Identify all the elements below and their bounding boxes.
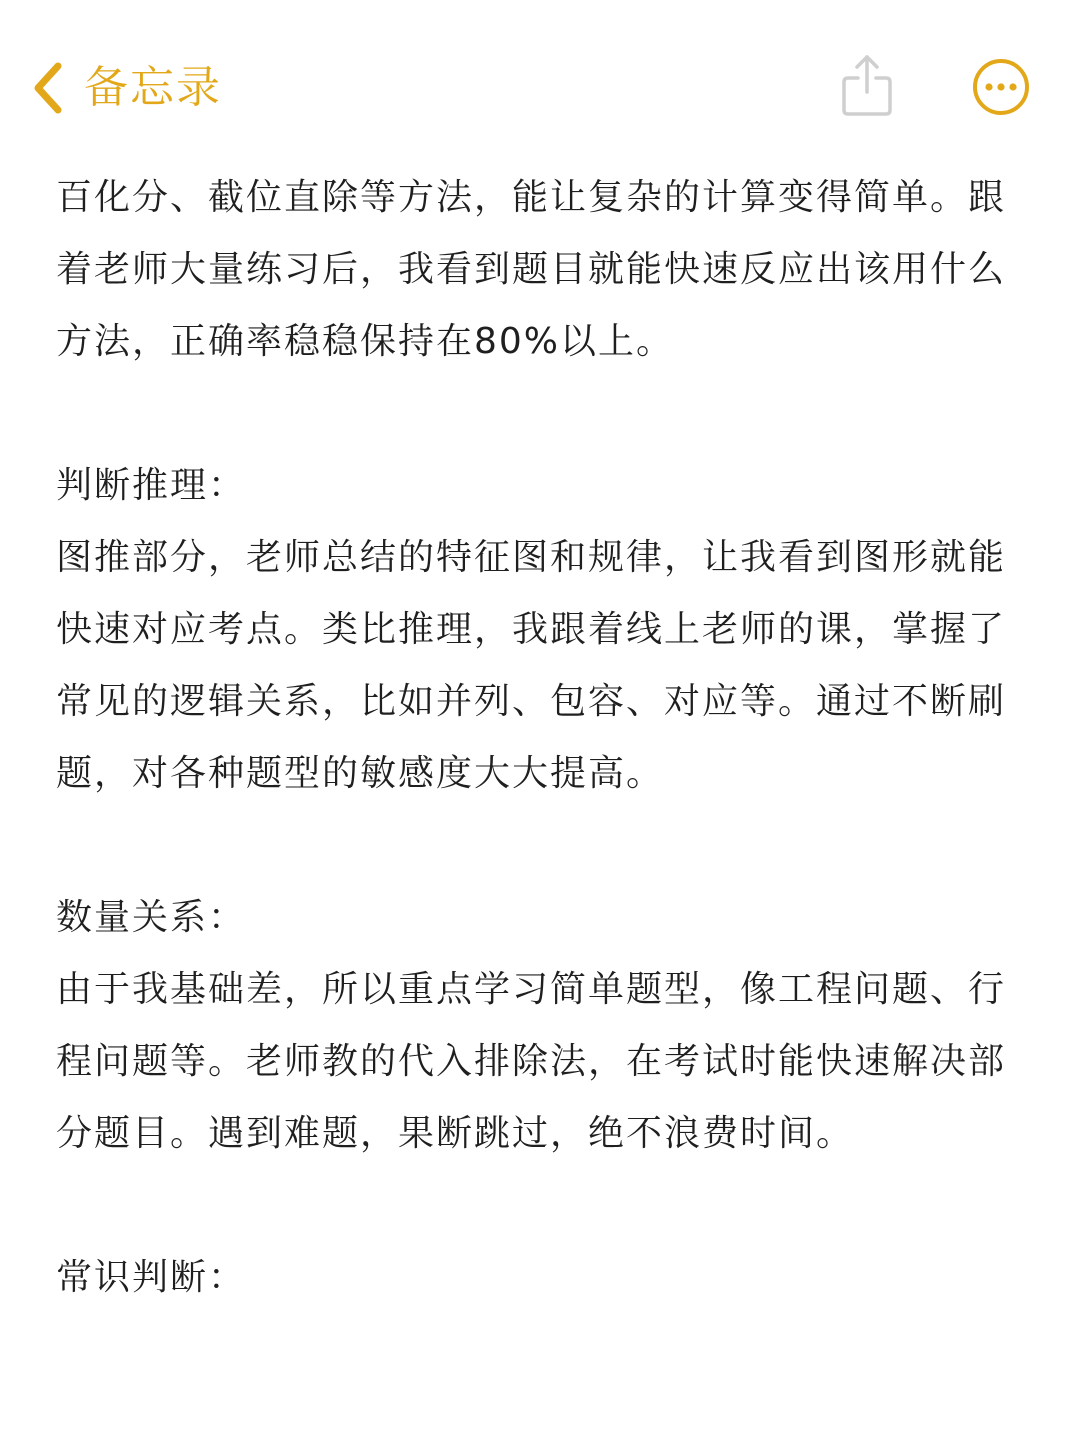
note-paragraph: 由于我基础差，所以重点学习简单题型，像工程问题、行程问题等。老师教的代入排除法，在考试时能快速解决部分题目。遇到难题，果断跳过，绝不浪费时间。 [56,969,1007,1154]
section-heading-common: 常识判断： [56,1257,247,1298]
share-icon[interactable] [840,52,894,118]
blank-line [56,378,1036,450]
blank-line [56,1170,1036,1242]
section-heading-judgement: 判断推理： [56,465,247,506]
note-paragraph: 图推部分，老师总结的特征图和规律，让我看到图形就能快速对应考点。类比推理，我跟着线上老师的课，掌握了常见的逻辑关系，比如并列、包容、对应等。通过不断刷题，对各种题型的敏感度大大提高。 [56,537,1007,794]
back-button[interactable] [28,56,222,120]
blank-line [56,810,1036,882]
chevron-left-icon [28,58,68,118]
navigation-bar [0,0,1080,150]
section-heading-quantity: 数量关系： [56,897,247,938]
note-body[interactable] [56,162,1036,1314]
note-paragraph: 百化分、截位直除等方法，能让复杂的计算变得简单。跟着老师大量练习后，我看到题目就能快速反应出该用什么方法，正确率稳稳保持在80%以上。 [56,177,1007,362]
back-label: 备忘录 [84,62,222,113]
more-options-icon[interactable] [972,58,1030,116]
